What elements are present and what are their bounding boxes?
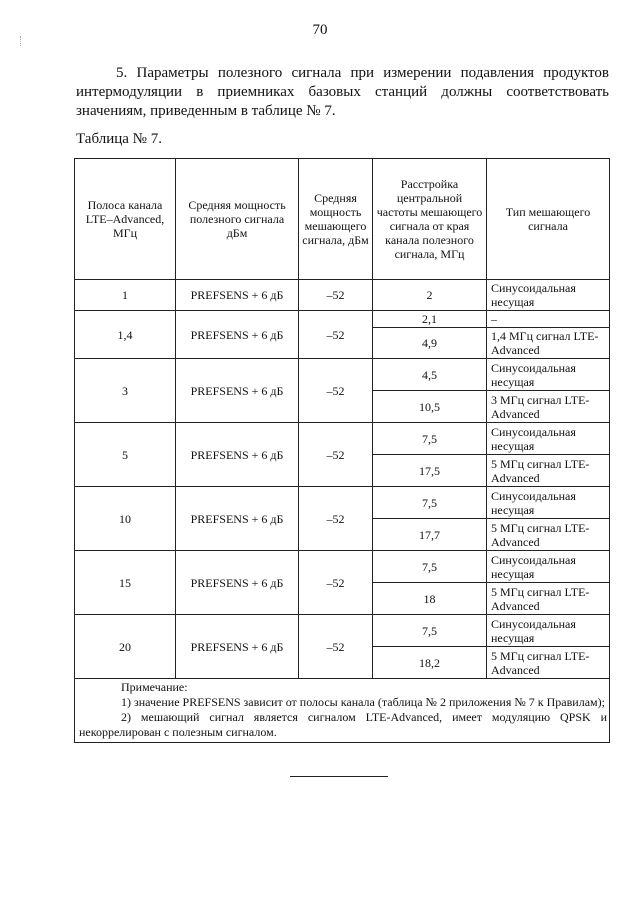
offset-cell: 17,5 (373, 455, 487, 487)
table-row (75, 280, 610, 311)
interferer-power-cell: –52 (299, 311, 373, 359)
wanted-power-cell: PREFSENS + 6 дБ (176, 487, 299, 551)
note-cell (75, 679, 610, 743)
offset-cell: 7,5 (373, 487, 487, 519)
table-header-row (75, 159, 610, 280)
table-row (75, 311, 610, 328)
offset-cell: 2,1 (373, 311, 487, 328)
table-row (75, 615, 610, 647)
note-line: 1) значение PREFSENS зависит от полосы канала (таблица № 2 приложения № 7 к Правилам); (121, 695, 605, 709)
offset-cell: 18 (373, 583, 487, 615)
parameters-table (74, 158, 610, 743)
interferer-type-cell: Синусоидальная несущая (487, 487, 610, 519)
note-row (75, 679, 610, 743)
band-cell: 1,4 (75, 311, 176, 359)
offset-cell: 10,5 (373, 391, 487, 423)
interferer-power-cell: –52 (299, 615, 373, 679)
wanted-power-cell: PREFSENS + 6 дБ (176, 423, 299, 487)
note-title: Примечание: (121, 680, 188, 694)
band-cell: 20 (75, 615, 176, 679)
interferer-type-cell: – (487, 311, 610, 328)
note-line: 2) мешающий сигнал является сигналом LTE-Advanced, имеет модуляцию QPSK и некоррелирован с полезным сигналом. (79, 710, 607, 739)
page-number: 70 (312, 22, 328, 38)
wanted-power-cell: PREFSENS + 6 дБ (176, 311, 299, 359)
offset-cell: 2 (373, 280, 487, 311)
interferer-power-cell: –52 (299, 487, 373, 551)
band-cell: 10 (75, 487, 176, 551)
offset-cell: 7,5 (373, 423, 487, 455)
wanted-power-cell: PREFSENS + 6 дБ (176, 359, 299, 423)
header-interferer-type: Тип мешающего сигнала (487, 159, 610, 280)
table-row (75, 487, 610, 519)
offset-cell: 4,9 (373, 328, 487, 359)
end-divider (290, 776, 388, 777)
header-interferer-power: Средняя мощность мешающего сигнала, дБм (299, 159, 373, 280)
band-cell: 3 (75, 359, 176, 423)
table-caption: Таблица № 7. (76, 131, 162, 147)
interferer-type-cell: Синусоидальная несущая (487, 423, 610, 455)
offset-cell: 17,7 (373, 519, 487, 551)
band-cell: 15 (75, 551, 176, 615)
interferer-power-cell: –52 (299, 551, 373, 615)
interferer-power-cell: –52 (299, 423, 373, 487)
interferer-power-cell: –52 (299, 359, 373, 423)
header-band: Полоса канала LTE–Advanced, МГц (75, 159, 176, 280)
interferer-type-cell: 1,4 МГц сигнал LTE-Advanced (487, 328, 610, 359)
interferer-type-cell: 3 МГц сигнал LTE-Advanced (487, 391, 610, 423)
interferer-type-cell: Синусоидальная несущая (487, 359, 610, 391)
table-row (75, 423, 610, 455)
interferer-type-cell: Синусоидальная несущая (487, 551, 610, 583)
wanted-power-cell: PREFSENS + 6 дБ (176, 280, 299, 311)
offset-cell: 7,5 (373, 551, 487, 583)
band-cell: 1 (75, 280, 176, 311)
band-cell: 5 (75, 423, 176, 487)
offset-cell: 7,5 (373, 615, 487, 647)
interferer-type-cell: 5 МГц сигнал LTE-Advanced (487, 519, 610, 551)
interferer-type-cell: Синусоидальная несущая (487, 280, 610, 311)
table-row (75, 359, 610, 391)
interferer-type-cell: 5 МГц сигнал LTE-Advanced (487, 583, 610, 615)
interferer-type-cell: Синусоидальная несущая (487, 615, 610, 647)
interferer-type-cell: 5 МГц сигнал LTE-Advanced (487, 455, 610, 487)
wanted-power-cell: PREFSENS + 6 дБ (176, 615, 299, 679)
offset-cell: 4,5 (373, 359, 487, 391)
header-wanted-power: Средняя мощность полезного сигнала дБм (176, 159, 299, 280)
table-row (75, 551, 610, 583)
interferer-type-cell: 5 МГц сигнал LTE-Advanced (487, 647, 610, 679)
offset-cell: 18,2 (373, 647, 487, 679)
wanted-power-cell: PREFSENS + 6 дБ (176, 551, 299, 615)
header-offset: Расстройка центральной частоты мешающего сигнала от края канала полезного сигнала, МГц (373, 159, 487, 280)
body-paragraph: 5. Параметры полезного сигнала при измерении подавления продуктов интермодуляции в приемниках базовых станций должны соответствовать значениям, приведенным в таблице № 7. (76, 65, 609, 119)
interferer-power-cell: –52 (299, 280, 373, 311)
